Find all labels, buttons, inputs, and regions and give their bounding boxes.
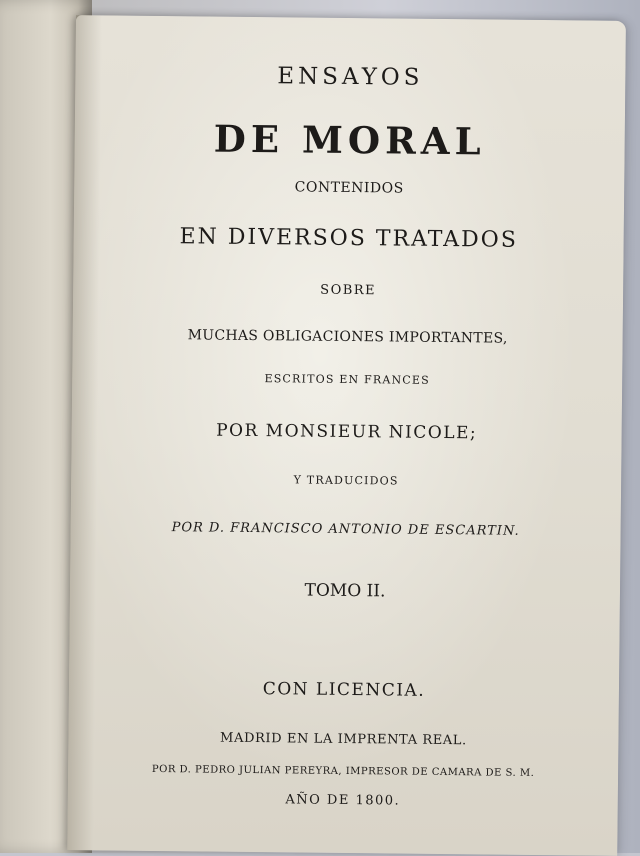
title-line-tratados: EN DIVERSOS TRATADOS xyxy=(179,224,518,253)
title-line-de-moral: DE MORAL xyxy=(213,116,486,164)
license-line: CON LICENCIA. xyxy=(262,679,426,701)
year-line: AÑO DE 1800. xyxy=(285,792,401,809)
translator-line: POR D. FRANCISCO ANTONIO DE ESCARTIN. xyxy=(171,520,520,539)
author-line: POR MONSIEUR NICOLE; xyxy=(216,420,478,444)
title-line-contenidos: CONTENIDOS xyxy=(294,179,404,197)
title-line-sobre: SOBRE xyxy=(320,282,377,299)
title-page xyxy=(67,15,626,856)
volume-line: TOMO II. xyxy=(304,580,386,602)
title-line-traducidos: Y TRADUCIDOS xyxy=(293,473,399,488)
title-line-obligaciones: MUCHAS OBLIGACIONES IMPORTANTES, xyxy=(187,327,508,347)
imprint-place-line: MADRID EN LA IMPRENTA REAL. xyxy=(220,730,467,749)
title-line-escritos: ESCRITOS EN FRANCES xyxy=(264,372,430,387)
printer-line: POR D. PEDRO JULIAN PEREYRA, IMPRESOR DE CAMARA DE S. M. xyxy=(151,763,535,779)
title-line-ensayos: ENSAYOS xyxy=(277,63,424,91)
